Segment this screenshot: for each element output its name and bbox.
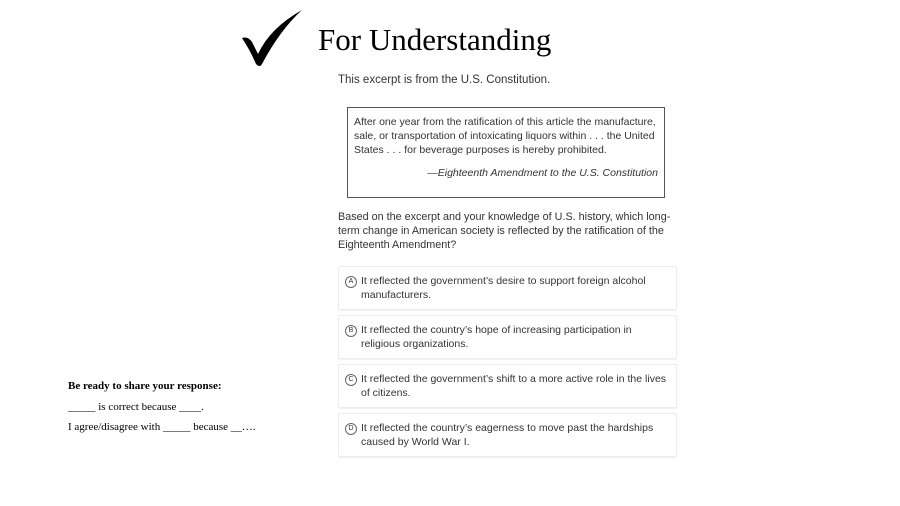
answer-choice-d[interactable] bbox=[338, 413, 677, 457]
choice-b-text: It reflected the country’s hope of increasing participation in religious organizations. bbox=[361, 324, 632, 350]
choice-c-text: It reflected the government’s shift to a more active role in the lives of citizens. bbox=[361, 373, 667, 399]
share-heading: Be ready to share your response: bbox=[68, 380, 222, 392]
excerpt-text: After one year from the ratification of this article the manufacture, sale, or transportation of intoxicating liquors within . . . the United States . . . for beverage purposes is hereby prohibited. bbox=[354, 116, 656, 156]
excerpt-box bbox=[347, 107, 665, 198]
question-prompt: Based on the excerpt and your knowledge of U.S. history, which long-term change in American society is reflected by the ratification of the Eighteenth Amendment? bbox=[338, 211, 671, 251]
choice-d-letter-icon: D bbox=[345, 423, 357, 435]
slide-title: For Understanding bbox=[318, 22, 552, 57]
share-sentence-starter-2: I agree/disagree with _____ because __…. bbox=[68, 421, 256, 433]
excerpt-source: —Eighteenth Amendment to the U.S. Constitution bbox=[427, 167, 658, 179]
answer-choice-a[interactable] bbox=[338, 266, 677, 310]
choice-b-letter-icon: B bbox=[345, 325, 357, 337]
share-sentence-starter-1: _____ is correct because ____. bbox=[68, 401, 204, 413]
answer-choice-c[interactable] bbox=[338, 364, 677, 408]
answer-choice-b[interactable] bbox=[338, 315, 677, 359]
share-prompt bbox=[68, 380, 256, 441]
choice-a-letter-icon: A bbox=[345, 276, 357, 288]
choice-a-text: It reflected the government’s desire to support foreign alcohol manufacturers. bbox=[361, 275, 646, 301]
question-intro: This excerpt is from the U.S. Constitution. bbox=[338, 74, 551, 86]
check-mark-icon bbox=[240, 8, 306, 68]
choice-c-letter-icon: C bbox=[345, 374, 357, 386]
choice-d-text: It reflected the country’s eagerness to move past the hardships caused by World War I. bbox=[361, 422, 654, 448]
